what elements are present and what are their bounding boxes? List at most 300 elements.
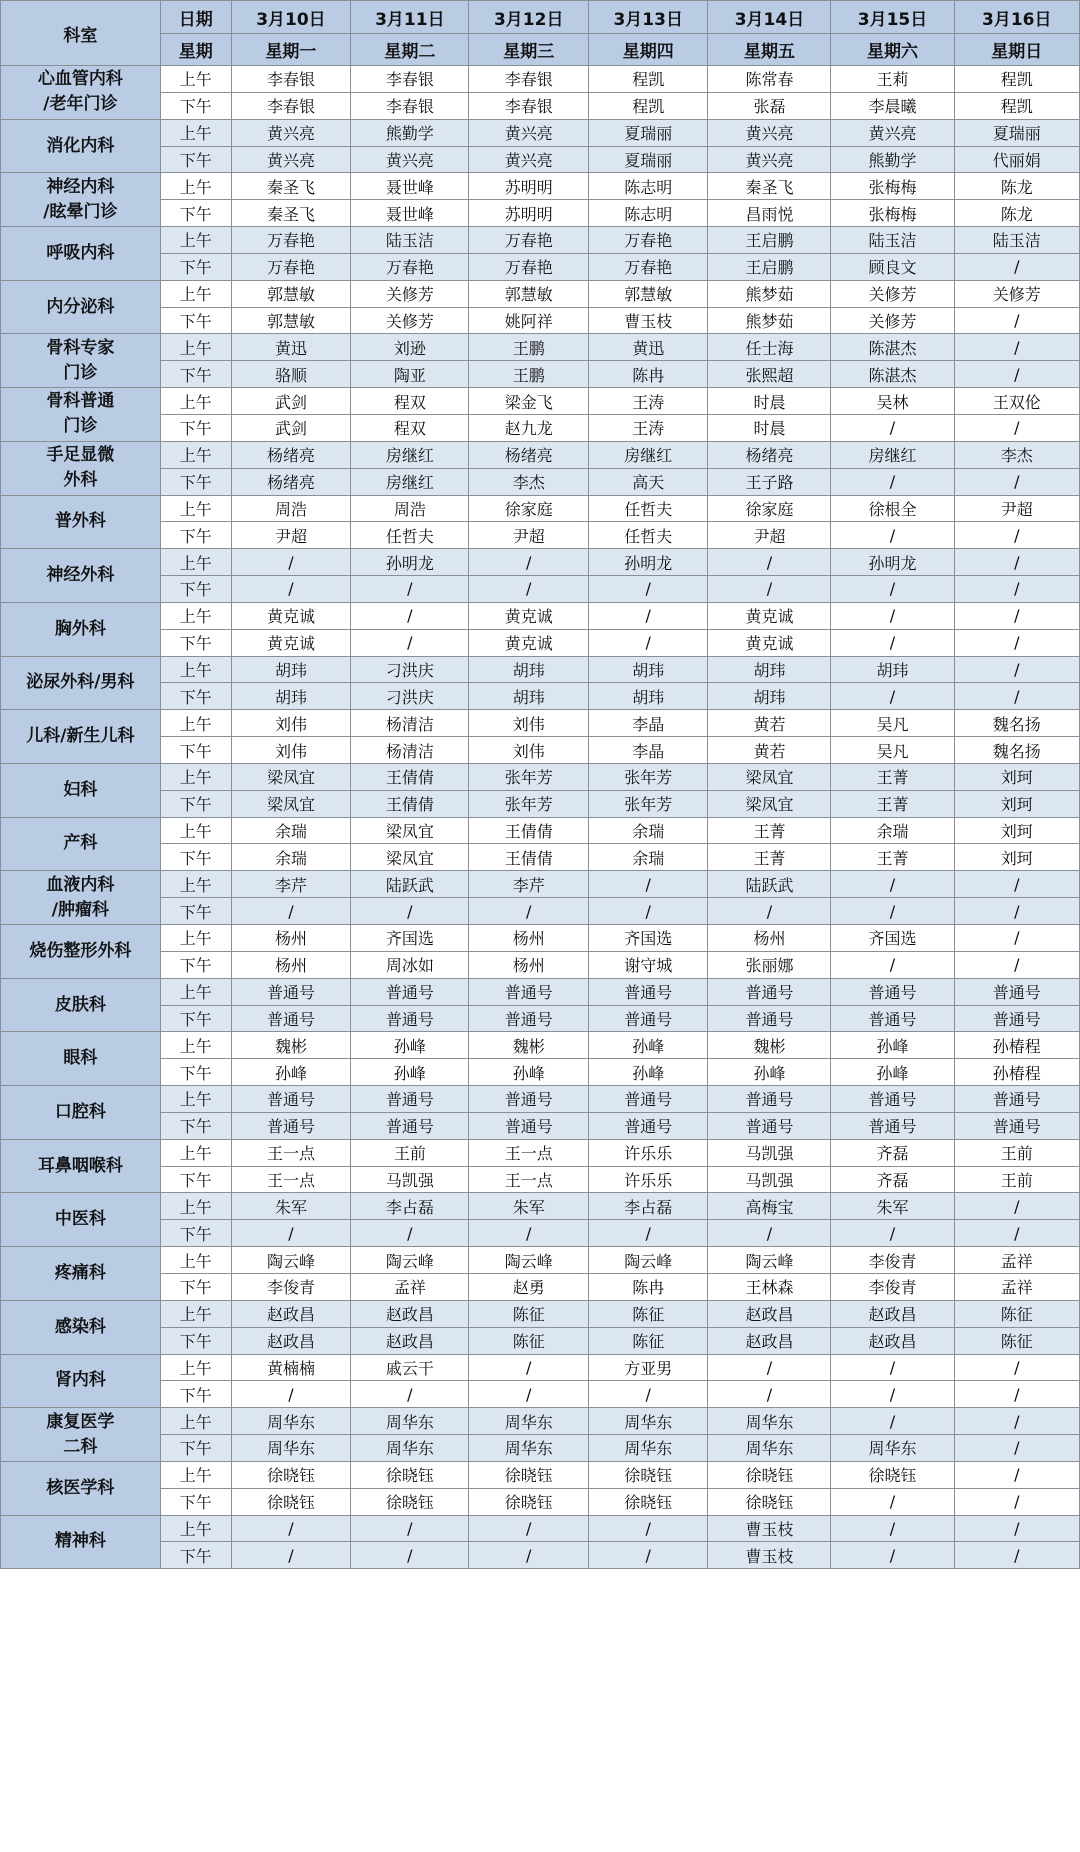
doctor-cell: 陶云峰 (351, 1247, 469, 1274)
dept-name: 中医科 (1, 1193, 161, 1247)
doctor-cell: 陶云峰 (231, 1247, 350, 1274)
doctor-cell: 杨绪亮 (469, 441, 588, 468)
doctor-cell: 刘珂 (954, 790, 1079, 817)
doctor-cell: 郭慧敏 (231, 280, 350, 307)
dept-row-am (1, 817, 1080, 844)
doctor-cell: 普通号 (708, 1005, 831, 1032)
doctor-cell: 李芹 (469, 871, 588, 898)
doctor-cell: / (231, 898, 350, 925)
doctor-cell: / (351, 1515, 469, 1542)
doctor-cell: / (231, 1542, 350, 1569)
doctor-cell: 胡玮 (231, 683, 350, 710)
doctor-cell: 赵勇 (469, 1273, 588, 1300)
dept-name: 康复医学 二科 (1, 1408, 161, 1462)
doctor-cell: 方亚男 (588, 1354, 707, 1381)
doctor-cell: 武剑 (231, 414, 350, 441)
doctor-cell: / (469, 576, 588, 603)
doctor-cell: 王莉 (831, 66, 954, 93)
doctor-cell: / (954, 549, 1079, 576)
period-label: 下午 (160, 844, 231, 871)
doctor-cell: 王菁 (831, 763, 954, 790)
period-label: 上午 (160, 1032, 231, 1059)
dept-row-pm (1, 790, 1080, 817)
doctor-cell: / (588, 1381, 707, 1408)
period-label: 下午 (160, 1059, 231, 1086)
doctor-cell: 马凯强 (351, 1166, 469, 1193)
doctor-cell: 杨绪亮 (231, 468, 350, 495)
doctor-cell: 周浩 (351, 495, 469, 522)
dept-name: 核医学科 (1, 1461, 161, 1515)
doctor-cell: 李晶 (588, 737, 707, 764)
dept-name: 消化内科 (1, 119, 161, 173)
doctor-cell: 孙椿程 (954, 1059, 1079, 1086)
dept-row-pm (1, 737, 1080, 764)
period-label: 上午 (160, 763, 231, 790)
doctor-cell: 黄若 (708, 710, 831, 737)
doctor-cell: / (954, 1435, 1079, 1462)
period-label: 上午 (160, 817, 231, 844)
doctor-cell: / (469, 1515, 588, 1542)
period-label: 下午 (160, 629, 231, 656)
dept-name: 神经内科 /眩晕门诊 (1, 173, 161, 227)
doctor-cell: 杨清洁 (351, 710, 469, 737)
doctor-cell: 王菁 (708, 844, 831, 871)
dept-row-am (1, 1032, 1080, 1059)
doctor-cell: / (351, 1220, 469, 1247)
doctor-cell: 徐晓钰 (351, 1461, 469, 1488)
doctor-cell: / (831, 871, 954, 898)
doctor-cell: / (708, 576, 831, 603)
doctor-cell: / (954, 1354, 1079, 1381)
period-label: 上午 (160, 1515, 231, 1542)
doctor-cell: / (954, 1220, 1079, 1247)
dept-name: 儿科/新生儿科 (1, 710, 161, 764)
doctor-cell: / (954, 522, 1079, 549)
doctor-cell: 高梅宝 (708, 1193, 831, 1220)
dept-row-am (1, 1193, 1080, 1220)
period-label: 上午 (160, 1408, 231, 1435)
doctor-cell: 李俊青 (831, 1247, 954, 1274)
doctor-cell: 王一点 (469, 1139, 588, 1166)
period-label: 下午 (160, 737, 231, 764)
doctor-cell: 王涛 (588, 414, 707, 441)
doctor-cell: 王倩倩 (351, 763, 469, 790)
doctor-cell: 吴林 (831, 388, 954, 415)
weekday-label: 星期 (160, 34, 231, 66)
period-label: 下午 (160, 951, 231, 978)
doctor-cell: 赵政昌 (831, 1327, 954, 1354)
dept-row-am (1, 441, 1080, 468)
dept-name: 普外科 (1, 495, 161, 549)
doctor-cell: 黄克诚 (231, 629, 350, 656)
doctor-cell: 周华东 (831, 1435, 954, 1462)
doctor-cell: 普通号 (831, 978, 954, 1005)
doctor-cell: / (588, 871, 707, 898)
doctor-cell: / (831, 1354, 954, 1381)
period-label: 下午 (160, 683, 231, 710)
dept-row-pm (1, 844, 1080, 871)
dept-name: 骨科专家 门诊 (1, 334, 161, 388)
dept-row-am (1, 495, 1080, 522)
doctor-cell: 李杰 (469, 468, 588, 495)
doctor-cell: 赵政昌 (708, 1300, 831, 1327)
doctor-cell: 万春艳 (588, 227, 707, 254)
period-label: 下午 (160, 522, 231, 549)
doctor-cell: 黄兴亮 (708, 146, 831, 173)
doctor-cell: 孙峰 (351, 1032, 469, 1059)
doctor-cell: / (469, 898, 588, 925)
doctor-cell: / (588, 629, 707, 656)
doctor-cell: 黄楠楠 (231, 1354, 350, 1381)
dept-row-am (1, 1408, 1080, 1435)
period-label: 下午 (160, 1327, 231, 1354)
doctor-cell: 关修芳 (351, 280, 469, 307)
doctor-cell: 王倩倩 (469, 844, 588, 871)
doctor-cell: / (231, 549, 350, 576)
doctor-cell: 秦圣飞 (231, 200, 350, 227)
doctor-cell: 孙峰 (588, 1032, 707, 1059)
doctor-cell: 徐晓钰 (708, 1461, 831, 1488)
doctor-cell: / (831, 522, 954, 549)
doctor-cell: / (708, 1220, 831, 1247)
period-label: 上午 (160, 602, 231, 629)
doctor-cell: 刁洪庆 (351, 656, 469, 683)
doctor-cell: / (954, 602, 1079, 629)
doctor-cell: 徐晓钰 (588, 1461, 707, 1488)
date-cell: 3月15日 (831, 1, 954, 34)
dept-row-am (1, 602, 1080, 629)
doctor-cell: 万春艳 (231, 227, 350, 254)
weekday-cell: 星期五 (708, 34, 831, 66)
doctor-cell: / (351, 898, 469, 925)
date-cell: 3月12日 (469, 1, 588, 34)
period-label: 下午 (160, 307, 231, 334)
doctor-cell: 熊勤学 (351, 119, 469, 146)
dept-name: 耳鼻咽喉科 (1, 1139, 161, 1193)
doctor-cell: / (588, 898, 707, 925)
doctor-cell: / (708, 1354, 831, 1381)
period-label: 上午 (160, 1193, 231, 1220)
doctor-cell: 普通号 (708, 1112, 831, 1139)
dept-name: 疼痛科 (1, 1247, 161, 1301)
doctor-cell: 张磊 (708, 92, 831, 119)
doctor-cell: 周冰如 (351, 951, 469, 978)
doctor-cell: 魏名扬 (954, 737, 1079, 764)
doctor-cell: 孙峰 (469, 1059, 588, 1086)
dept-row-pm (1, 1059, 1080, 1086)
doctor-cell: 普通号 (954, 1086, 1079, 1113)
doctor-cell: 杨州 (231, 925, 350, 952)
doctor-cell: 余瑞 (588, 817, 707, 844)
dept-name: 手足显微 外科 (1, 441, 161, 495)
doctor-cell: / (469, 1220, 588, 1247)
doctor-cell: / (831, 1220, 954, 1247)
doctor-cell: / (831, 1488, 954, 1515)
period-label: 上午 (160, 173, 231, 200)
doctor-cell: / (469, 1354, 588, 1381)
weekday-cell: 星期二 (351, 34, 469, 66)
doctor-cell: 张年芳 (469, 763, 588, 790)
doctor-cell: / (954, 307, 1079, 334)
doctor-cell: 王启鹏 (708, 253, 831, 280)
doctor-cell: 周华东 (469, 1435, 588, 1462)
doctor-cell: 张年芳 (588, 790, 707, 817)
period-label: 上午 (160, 656, 231, 683)
dept-name: 胸外科 (1, 602, 161, 656)
doctor-cell: 余瑞 (231, 844, 350, 871)
doctor-cell: 秦圣飞 (231, 173, 350, 200)
doctor-cell: 任哲夫 (588, 495, 707, 522)
doctor-cell: 王一点 (231, 1166, 350, 1193)
doctor-cell: 程凯 (588, 92, 707, 119)
dept-row-pm (1, 1005, 1080, 1032)
dept-row-am (1, 710, 1080, 737)
doctor-cell: 李占磊 (588, 1193, 707, 1220)
doctor-cell: 房继红 (831, 441, 954, 468)
doctor-cell: 普通号 (231, 1112, 350, 1139)
doctor-cell: 任士海 (708, 334, 831, 361)
dept-name: 肾内科 (1, 1354, 161, 1408)
dept-row-pm (1, 522, 1080, 549)
dept-row-pm (1, 683, 1080, 710)
weekday-cell: 星期一 (231, 34, 350, 66)
doctor-cell: 陈征 (588, 1300, 707, 1327)
dept-row-am (1, 1086, 1080, 1113)
doctor-cell: 杨州 (469, 925, 588, 952)
doctor-cell: 陶亚 (351, 361, 469, 388)
doctor-cell: 吴凡 (831, 737, 954, 764)
doctor-cell: / (708, 1381, 831, 1408)
doctor-cell: / (351, 576, 469, 603)
doctor-cell: 程凯 (954, 66, 1079, 93)
date-cell: 3月10日 (231, 1, 350, 34)
doctor-cell: / (588, 576, 707, 603)
doctor-cell: 徐晓钰 (351, 1488, 469, 1515)
doctor-cell: 胡玮 (469, 683, 588, 710)
doctor-cell: 黄克诚 (469, 629, 588, 656)
doctor-cell: 王鹏 (469, 361, 588, 388)
doctor-cell: 普通号 (708, 978, 831, 1005)
doctor-cell: 周华东 (708, 1408, 831, 1435)
doctor-cell: 孙峰 (831, 1032, 954, 1059)
doctor-cell: 陈征 (588, 1327, 707, 1354)
doctor-cell: 胡玮 (708, 656, 831, 683)
period-label: 下午 (160, 1381, 231, 1408)
doctor-cell: 普通号 (351, 978, 469, 1005)
date-row (1, 1, 1080, 34)
doctor-cell: 王林森 (708, 1273, 831, 1300)
doctor-cell: 黄兴亮 (231, 146, 350, 173)
doctor-cell: 刘伟 (469, 710, 588, 737)
doctor-cell: 熊梦茹 (708, 307, 831, 334)
doctor-cell: 普通号 (231, 978, 350, 1005)
date-cell: 3月11日 (351, 1, 469, 34)
doctor-cell: 王一点 (469, 1166, 588, 1193)
doctor-cell: 张梅梅 (831, 200, 954, 227)
doctor-cell: 周华东 (469, 1408, 588, 1435)
doctor-cell: / (231, 576, 350, 603)
period-label: 上午 (160, 1139, 231, 1166)
doctor-cell: 许乐乐 (588, 1166, 707, 1193)
period-label: 下午 (160, 468, 231, 495)
period-label: 下午 (160, 898, 231, 925)
doctor-cell: 万春艳 (231, 253, 350, 280)
period-label: 下午 (160, 1220, 231, 1247)
doctor-cell: 张丽娜 (708, 951, 831, 978)
doctor-cell: / (588, 602, 707, 629)
doctor-cell: 任哲夫 (351, 522, 469, 549)
doctor-cell: 孙明龙 (831, 549, 954, 576)
doctor-cell: 吴凡 (831, 710, 954, 737)
doctor-cell: 戚云干 (351, 1354, 469, 1381)
doctor-cell: / (954, 468, 1079, 495)
date-cell: 3月13日 (588, 1, 707, 34)
doctor-cell: 陶云峰 (588, 1247, 707, 1274)
doctor-cell: 王倩倩 (469, 817, 588, 844)
doctor-cell: / (954, 925, 1079, 952)
dept-row-pm (1, 951, 1080, 978)
date-cell: 3月14日 (708, 1, 831, 34)
doctor-cell: 杨州 (469, 951, 588, 978)
doctor-cell: 胡玮 (588, 683, 707, 710)
doctor-cell: 徐晓钰 (469, 1488, 588, 1515)
dept-row-am (1, 656, 1080, 683)
doctor-cell: / (231, 1515, 350, 1542)
doctor-cell: 普通号 (588, 1086, 707, 1113)
doctor-cell: 赵政昌 (351, 1327, 469, 1354)
period-label: 上午 (160, 1461, 231, 1488)
doctor-cell: / (831, 1381, 954, 1408)
doctor-cell: 陈冉 (588, 361, 707, 388)
doctor-cell: 苏明明 (469, 173, 588, 200)
doctor-cell: 郭慧敏 (469, 280, 588, 307)
doctor-cell: 万春艳 (469, 253, 588, 280)
schedule-body (1, 66, 1080, 1569)
dept-name: 心血管内科 /老年门诊 (1, 66, 161, 120)
period-label: 下午 (160, 790, 231, 817)
dept-row-am (1, 871, 1080, 898)
doctor-cell: 黄迅 (588, 334, 707, 361)
doctor-cell: / (831, 951, 954, 978)
doctor-cell: / (351, 602, 469, 629)
dept-name: 烧伤整形外科 (1, 925, 161, 979)
doctor-cell: 谢守城 (588, 951, 707, 978)
doctor-cell: 普通号 (588, 1005, 707, 1032)
doctor-cell: 孙峰 (351, 1059, 469, 1086)
doctor-cell: 姚阿祥 (469, 307, 588, 334)
doctor-cell: 陈志明 (588, 200, 707, 227)
doctor-cell: 李占磊 (351, 1193, 469, 1220)
doctor-cell: 时晨 (708, 414, 831, 441)
dept-row-am (1, 763, 1080, 790)
doctor-cell: / (954, 414, 1079, 441)
doctor-cell: 陈征 (954, 1327, 1079, 1354)
dept-column-header: 科室 (1, 1, 161, 66)
doctor-cell: 李晶 (588, 710, 707, 737)
doctor-cell: / (831, 414, 954, 441)
doctor-cell: / (954, 1461, 1079, 1488)
doctor-cell: 黄若 (708, 737, 831, 764)
doctor-cell: / (708, 549, 831, 576)
dept-row-pm (1, 1220, 1080, 1247)
doctor-cell: / (954, 361, 1079, 388)
doctor-cell: 关修芳 (351, 307, 469, 334)
doctor-cell: 尹超 (469, 522, 588, 549)
period-label: 下午 (160, 200, 231, 227)
period-label: 上午 (160, 66, 231, 93)
doctor-cell: 孙明龙 (351, 549, 469, 576)
doctor-cell: 陶云峰 (708, 1247, 831, 1274)
doctor-cell: 普通号 (351, 1112, 469, 1139)
doctor-cell: 杨州 (708, 925, 831, 952)
period-label: 下午 (160, 361, 231, 388)
doctor-cell: 陈志明 (588, 173, 707, 200)
doctor-cell: 万春艳 (351, 253, 469, 280)
dept-row-am (1, 978, 1080, 1005)
doctor-cell: 周华东 (231, 1435, 350, 1462)
doctor-cell: 徐晓钰 (831, 1461, 954, 1488)
doctor-cell: 陈征 (954, 1300, 1079, 1327)
doctor-cell: 孙峰 (588, 1059, 707, 1086)
doctor-cell: / (588, 1515, 707, 1542)
doctor-cell: 刘珂 (954, 763, 1079, 790)
doctor-cell: 王菁 (831, 844, 954, 871)
period-label: 下午 (160, 1112, 231, 1139)
period-label: 上午 (160, 710, 231, 737)
doctor-cell: 苏明明 (469, 200, 588, 227)
doctor-cell: 刘伟 (231, 737, 350, 764)
doctor-cell: 朱军 (831, 1193, 954, 1220)
period-label: 下午 (160, 92, 231, 119)
dept-name: 感染科 (1, 1300, 161, 1354)
doctor-cell: 房继红 (351, 468, 469, 495)
doctor-cell: 王菁 (708, 817, 831, 844)
doctor-cell: 孟祥 (351, 1273, 469, 1300)
doctor-cell: 尹超 (231, 522, 350, 549)
doctor-cell: 程双 (351, 388, 469, 415)
doctor-cell: 普通号 (831, 1112, 954, 1139)
doctor-cell: 王子路 (708, 468, 831, 495)
dept-name: 呼吸内科 (1, 227, 161, 281)
doctor-cell: / (954, 1488, 1079, 1515)
doctor-cell: 李芹 (231, 871, 350, 898)
dept-row-am (1, 1461, 1080, 1488)
doctor-cell: 陈湛杰 (831, 361, 954, 388)
doctor-cell: 王前 (351, 1139, 469, 1166)
doctor-cell: / (954, 951, 1079, 978)
doctor-cell: 周华东 (708, 1435, 831, 1462)
doctor-cell: 郭慧敏 (231, 307, 350, 334)
dept-row-pm (1, 629, 1080, 656)
doctor-cell: / (831, 683, 954, 710)
doctor-cell: 普通号 (831, 1005, 954, 1032)
doctor-cell: 李杰 (954, 441, 1079, 468)
dept-row-am (1, 1247, 1080, 1274)
dept-row-pm (1, 898, 1080, 925)
doctor-cell: 胡玮 (588, 656, 707, 683)
dept-row-am (1, 549, 1080, 576)
dept-row-pm (1, 468, 1080, 495)
doctor-cell: 杨清洁 (351, 737, 469, 764)
dept-row-am (1, 1515, 1080, 1542)
doctor-cell: / (469, 1381, 588, 1408)
doctor-cell: 胡玮 (469, 656, 588, 683)
dept-row-pm (1, 1381, 1080, 1408)
dept-row-pm (1, 92, 1080, 119)
doctor-cell: 普通号 (469, 1086, 588, 1113)
doctor-cell: 尹超 (954, 495, 1079, 522)
doctor-cell: 李晨曦 (831, 92, 954, 119)
